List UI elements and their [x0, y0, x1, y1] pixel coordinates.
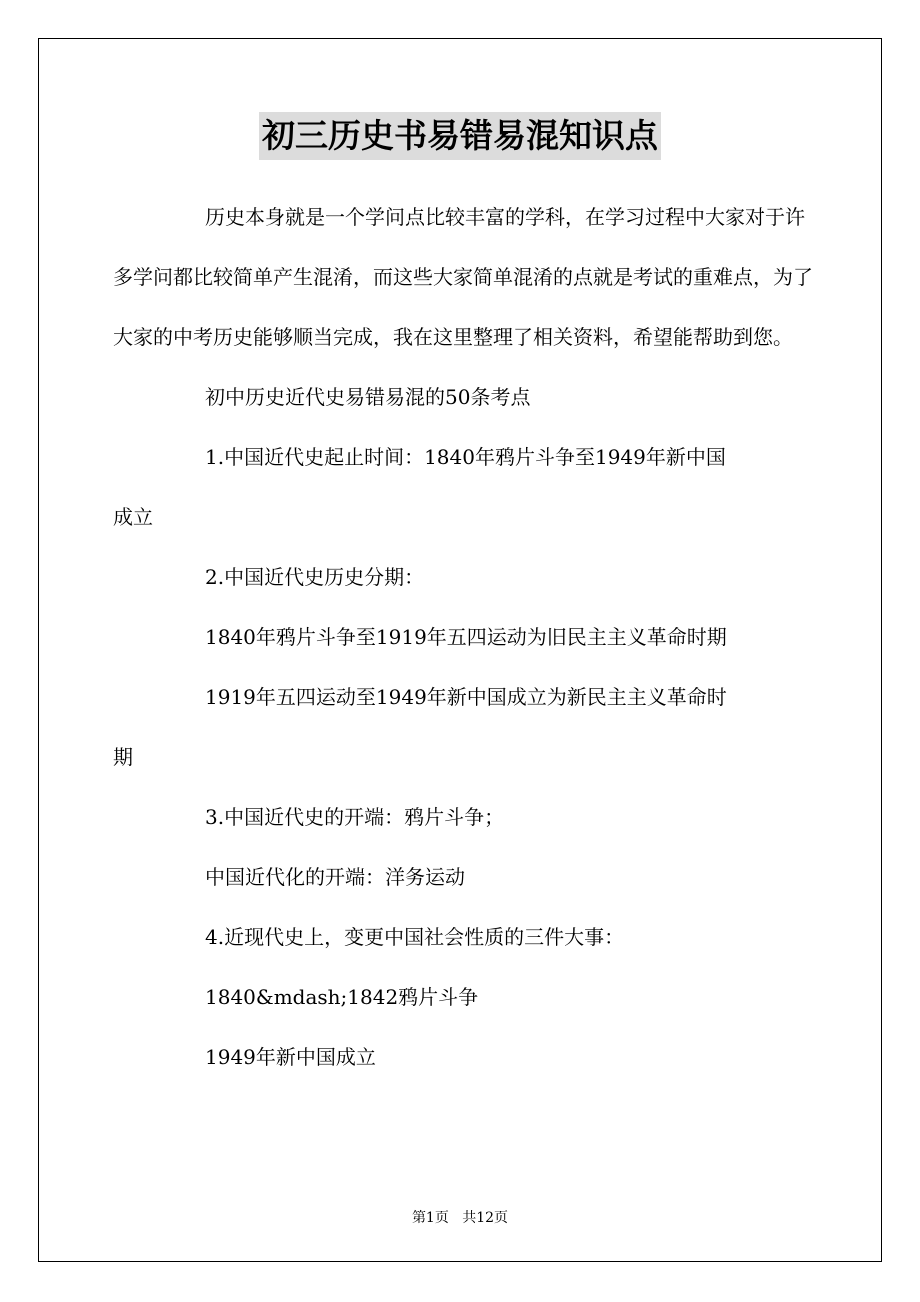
item-1-line-2: 成立 — [113, 505, 153, 529]
item-2-b-line-1: 1919年五四运动至1949年新中国成立为新民主主义革命时 — [205, 685, 727, 709]
item-1-line-1: 1.中国近代史起止时间：1840年鸦片斗争至1949年新中国 — [205, 445, 726, 469]
document-body — [113, 187, 813, 1087]
item-4: 4.近现代史上，变更中国社会性质的三件大事： — [205, 925, 625, 949]
item-4-b: 1949年新中国成立 — [205, 1045, 376, 1069]
item-4-a: 1840&mdash;1842鸦片斗争 — [205, 985, 479, 1009]
item-2-b-line-2: 期 — [113, 745, 133, 769]
item-3-b: 中国近代化的开端：洋务运动 — [205, 865, 465, 889]
item-2-a: 1840年鸦片斗争至1919年五四运动为旧民主主义革命时期 — [205, 625, 727, 649]
item-3: 3.中国近代史的开端：鸦片斗争； — [205, 805, 505, 829]
page-number: 第1页 — [411, 1210, 449, 1226]
document-title: 初三历史书易错易混知识点 — [259, 112, 661, 160]
page-total: 共12页 — [462, 1210, 509, 1226]
section-heading: 初中历史近代史易错易混的50条考点 — [205, 385, 531, 409]
page-footer — [0, 1207, 920, 1227]
title-container — [0, 112, 920, 160]
intro-paragraph: 历史本身就是一个学问点比较丰富的学科，在学习过程中大家对于许多学问都比较简单产生混淆，而这些大家简单混淆的点就是考试的重难点，为了大家的中考历史能够顺当完成，我在这里整理了相关资料，希望能帮助到您。 — [113, 205, 813, 349]
item-2: 2.中国近代史历史分期： — [205, 565, 425, 589]
